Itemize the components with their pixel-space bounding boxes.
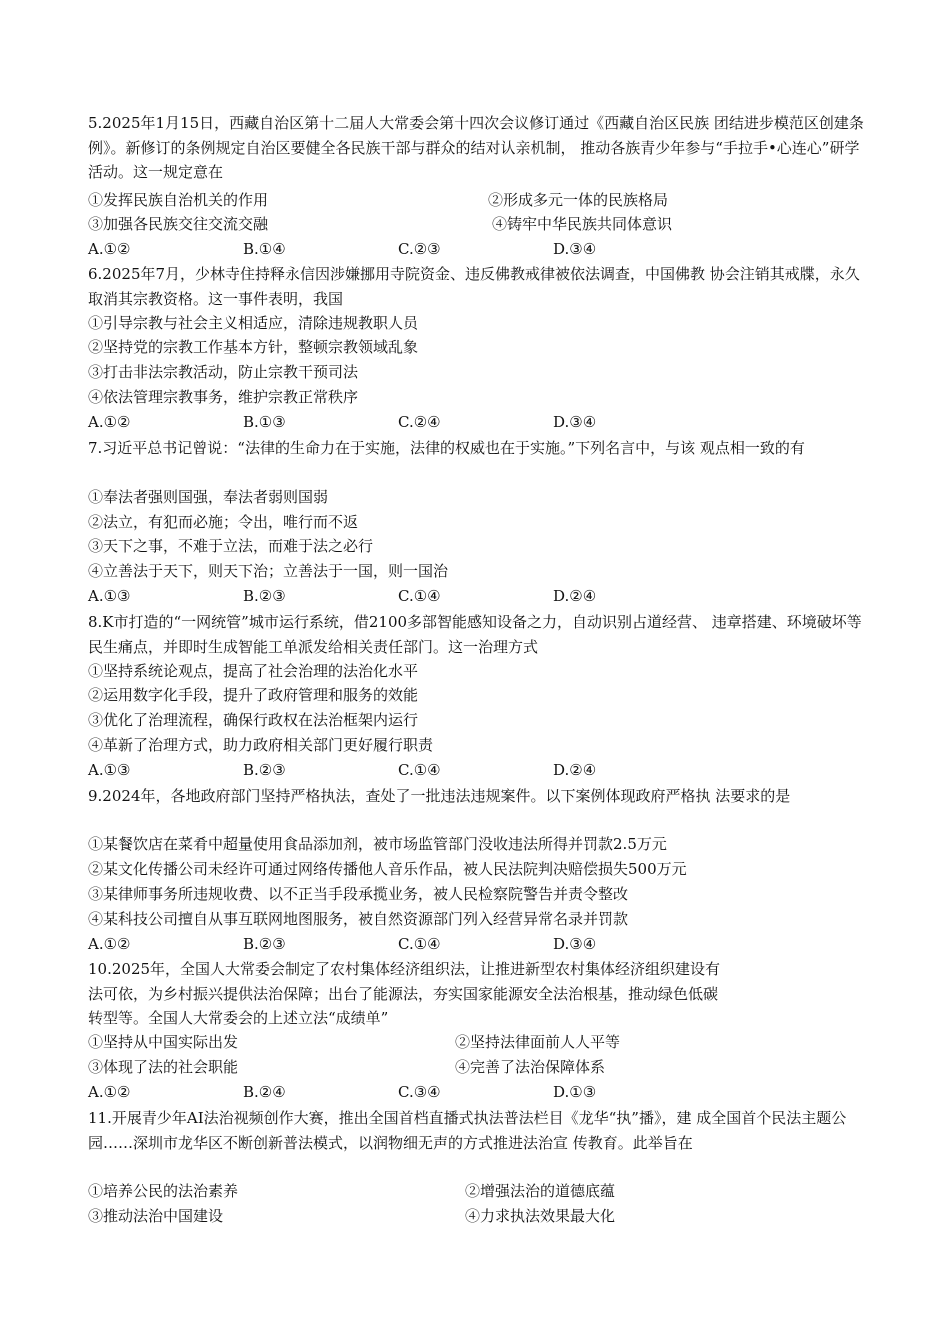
- q6-option-b: B.①③: [243, 413, 286, 431]
- q5-statement-2: ②形成多元一体的民族格局: [488, 191, 669, 209]
- q5-statement-3: ③加强各民族交往交流交融: [88, 215, 269, 233]
- q7-statement-3: ③天下之事，不难于立法，而难于法之必行: [88, 537, 374, 555]
- q7-option-c: C.①④: [398, 587, 441, 605]
- q7-statement-2: ②法立，有犯而必施；令出，唯行而不返: [88, 513, 359, 531]
- q7-option-a: A.①③: [88, 587, 131, 605]
- q6-statement-2: ②坚持党的宗教工作基本方针，整顿宗教领域乱象: [88, 338, 419, 356]
- q11-statement-3: ③推动法治中国建设: [88, 1207, 224, 1225]
- q9-statement-3: ③某律师事务所违规收费、以不正当手段承揽业务，被人民检察院警告并责令整改: [88, 885, 629, 903]
- q11-statement-4: ④力求执法效果最大化: [465, 1207, 616, 1225]
- q11-statement-2: ②增强法治的道德底蕴: [465, 1182, 616, 1200]
- q9-statement-2: ②某文化传播公司未经许可通过网络传播他人音乐作品，被人民法院判决赔偿损失500万元: [88, 860, 687, 878]
- q5-option-b: B.①④: [243, 240, 286, 258]
- q8-option-b: B.②③: [243, 761, 286, 779]
- question-8-stem: 8.K市打造的“一网统管”城市运行系统，借2100多部智能感知设备之力，自动识别占道经营、 违章搭建、环境破坏等民生痛点，并即时生成智能工单派发给相关责任部门。这一治理方式: [88, 613, 862, 656]
- q8-statement-2: ②运用数字化手段，提升了政府管理和服务的效能: [88, 686, 419, 704]
- q10-stem-line-3: 转型等。全国人大常委会的上述立法“成绩单”: [88, 1009, 389, 1027]
- q8-statement-4: ④革新了治理方式，助力政府相关部门更好履行职责: [88, 736, 434, 754]
- q6-statement-4: ④依法管理宗教事务，维护宗教正常秩序: [88, 388, 359, 406]
- q6-option-d: D.③④: [553, 413, 597, 431]
- q8-option-c: C.①④: [398, 761, 441, 779]
- q9-statement-1: ①某餐饮店在菜肴中超量使用食品添加剂，被市场监管部门没收违法所得并罚款2.5万元: [88, 835, 667, 853]
- q8-statement-3: ③优化了治理流程，确保行政权在法治框架内运行: [88, 711, 419, 729]
- q9-option-c: C.①④: [398, 935, 441, 953]
- q9-statement-4: ④某科技公司擅自从事互联网地图服务，被自然资源部门列入经营异常名录并罚款: [88, 910, 629, 928]
- q5-option-a: A.①②: [88, 240, 131, 258]
- q8-option-d: D.②④: [553, 761, 597, 779]
- q6-statement-1: ①引导宗教与社会主义相适应，清除违规教职人员: [88, 314, 419, 332]
- q5-statement-1: ①发挥民族自治机关的作用: [88, 191, 269, 209]
- q10-statement-3: ③体现了法的社会职能: [88, 1058, 239, 1076]
- q10-option-b: B.②④: [243, 1083, 286, 1101]
- q10-option-a: A.①②: [88, 1083, 131, 1101]
- q7-option-b: B.②③: [243, 587, 286, 605]
- q8-option-a: A.①③: [88, 761, 131, 779]
- question-7-stem: 7.习近平总书记曾说：“法律的生命力在于实施，法律的权威也在于实施。”下列名言中，与该 观点相一致的有: [88, 439, 805, 457]
- question-6-stem: 6.2025年7月，少林寺住持释永信因涉嫌挪用寺院资金、违反佛教戒律被依法调查，中国佛教 协会注销其戒牒，永久取消其宗教资格。这一事件表明，我国: [88, 265, 860, 308]
- q9-option-d: D.③④: [553, 935, 597, 953]
- q10-stem-line-2: 法可依，为乡村振兴提供法治保障；出台了能源法，夯实国家能源安全法治根基，推动绿色低碳: [88, 985, 719, 1003]
- q6-option-a: A.①②: [88, 413, 131, 431]
- question-9-stem: 9.2024年，各地政府部门坚持严格执法，查处了一批违法违规案件。以下案例体现政府严格执 法要求的是: [88, 787, 791, 805]
- question-5-stem: 5.2025年1月15日，西藏自治区第十二届人大常委会第十四次会议修订通过《西藏自治区民族 团结进步模范区创建条例》。新修订的条例规定自治区要健全各民族干部与群众的结对认亲机制， 推动各族青少年参与“手拉手•心连心”研学活动。这一规定意在: [88, 114, 864, 182]
- q9-option-b: B.②③: [243, 935, 286, 953]
- q10-statement-2: ②坚持法律面前人人平等: [455, 1033, 621, 1051]
- q9-option-a: A.①②: [88, 935, 131, 953]
- q5-statement-4: ④铸牢中华民族共同体意识: [492, 215, 673, 233]
- q10-statement-4: ④完善了法治保障体系: [455, 1058, 606, 1076]
- q6-option-c: C.②④: [398, 413, 441, 431]
- q10-stem-line-1: 10.2025年，全国人大常委会制定了农村集体经济组织法，让推进新型农村集体经济组织建设有: [88, 960, 721, 978]
- q10-statement-1: ①坚持从中国实际出发: [88, 1033, 239, 1051]
- q10-option-d: D.①③: [553, 1083, 597, 1101]
- q8-statement-1: ①坚持系统论观点，提高了社会治理的法治化水平: [88, 662, 419, 680]
- q10-option-c: C.③④: [398, 1083, 441, 1101]
- question-11-stem: 11.开展青少年AI法治视频创作大赛，推出全国首档直播式执法普法栏目《龙华“执”播》，建 成全国首个民法主题公园……深圳市龙华区不断创新普法模式，以润物细无声的方式推进法治宣 传教育。此举旨在: [88, 1109, 847, 1152]
- q5-option-c: C.②③: [398, 240, 441, 258]
- q11-statement-1: ①培养公民的法治素养: [88, 1182, 239, 1200]
- q7-statement-1: ①奉法者强则国强，奉法者弱则国弱: [88, 488, 329, 506]
- q6-statement-3: ③打击非法宗教活动，防止宗教干预司法: [88, 363, 359, 381]
- q5-option-d: D.③④: [553, 240, 597, 258]
- q7-statement-4: ④立善法于天下，则天下治；立善法于一国，则一国治: [88, 562, 449, 580]
- q7-option-d: D.②④: [553, 587, 597, 605]
